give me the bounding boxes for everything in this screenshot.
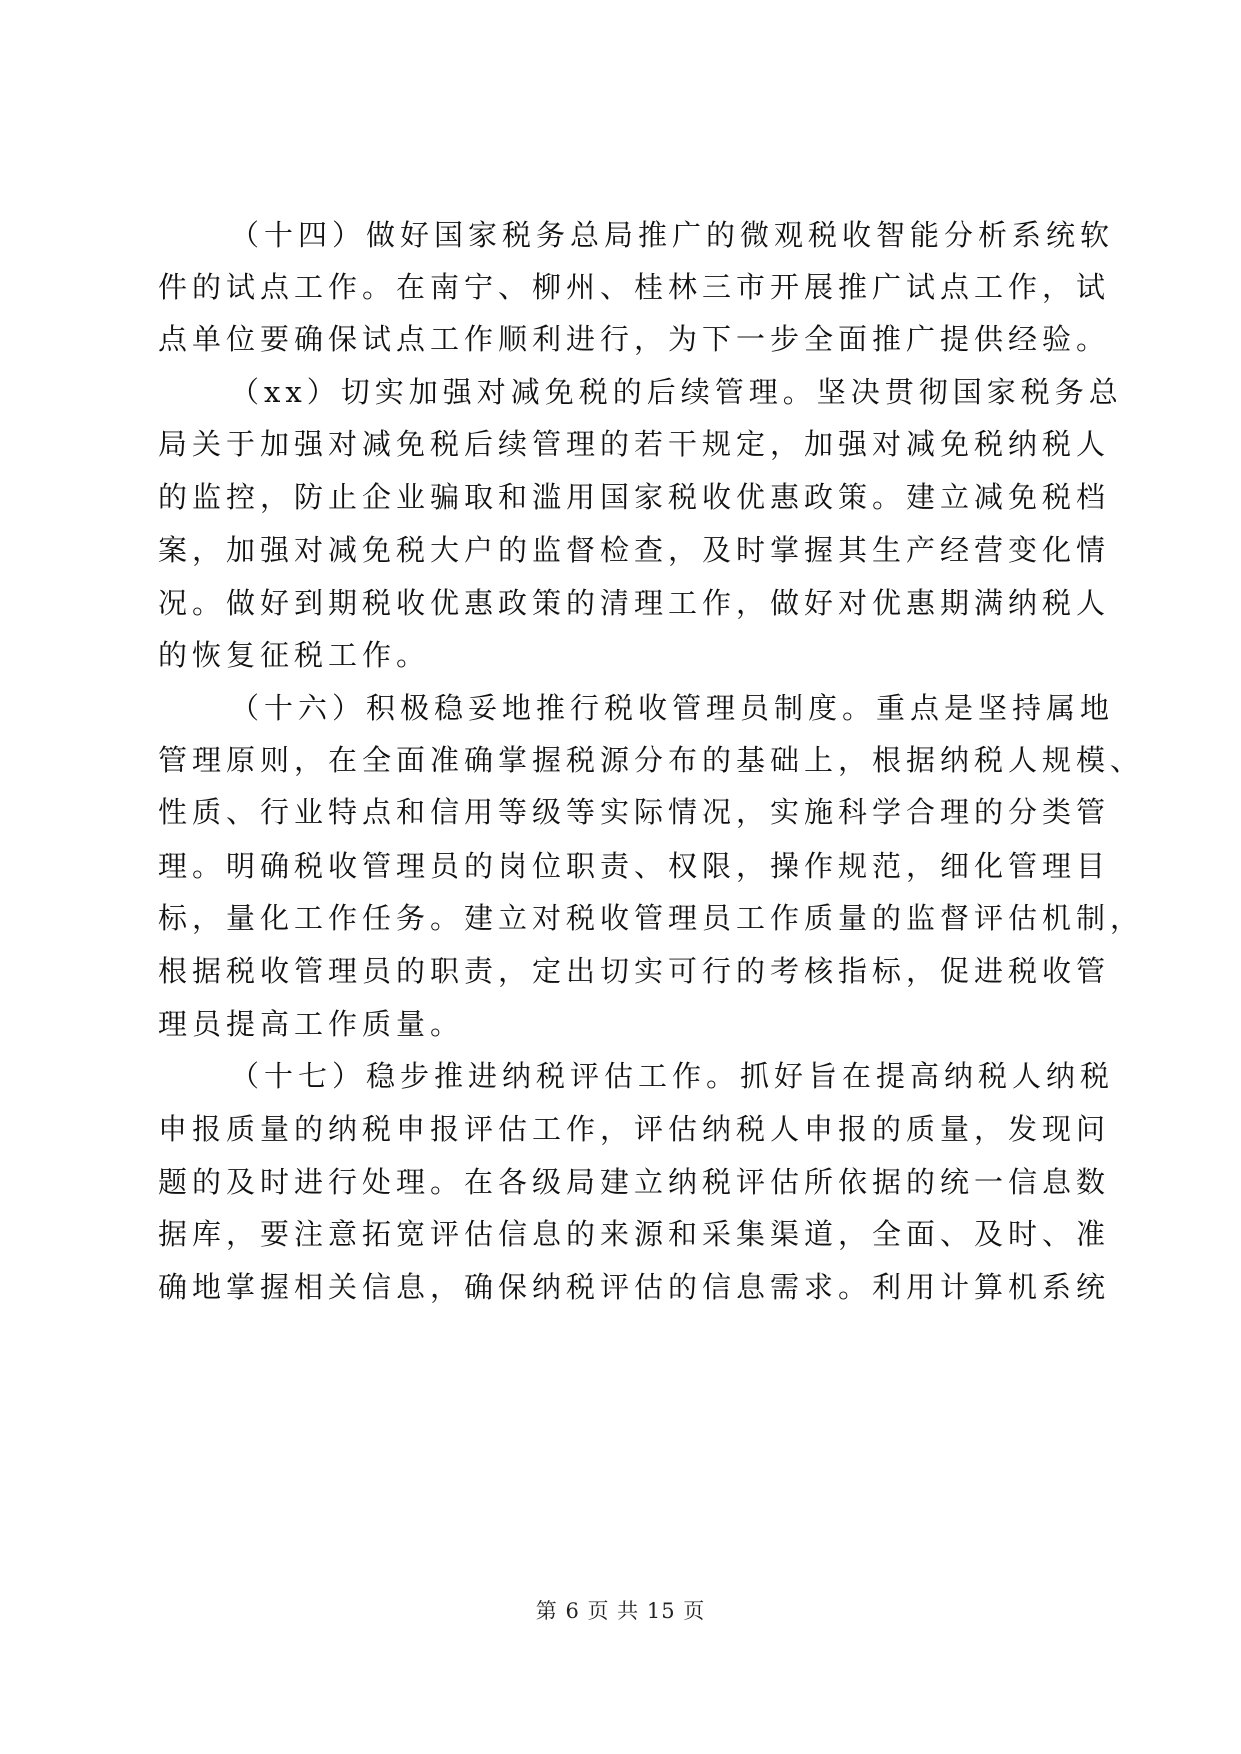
paragraph-3-line-5: 标，量化工作任务。建立对税收管理员工作质量的监督评估机制， bbox=[158, 901, 1145, 935]
paragraph-4-line-5: 确地掌握相关信息，确保纳税评估的信息需求。利用计算机系统 bbox=[158, 1270, 1111, 1304]
paragraph-2-line-3: 的监控，防止企业骗取和滥用国家税收优惠政策。建立减免税档 bbox=[158, 480, 1111, 514]
page-number-footer: 第 6 页 共 15 页 bbox=[535, 1599, 706, 1623]
paragraph-4-line-1: （十七）稳步推进纳税评估工作。抓好旨在提高纳税人纳税 bbox=[230, 1059, 1115, 1093]
paragraph-4-line-3: 题的及时进行处理。在各级局建立纳税评估所依据的统一信息数 bbox=[158, 1165, 1111, 1199]
paragraph-4-line-2: 申报质量的纳税申报评估工作，评估纳税人申报的质量，发现问 bbox=[158, 1112, 1111, 1146]
paragraph-1-line-3: 点单位要确保试点工作顺利进行，为下一步全面推广提供经验。 bbox=[158, 322, 1111, 356]
paragraph-3-line-3: 性质、行业特点和信用等级等实际情况，实施科学合理的分类管 bbox=[158, 795, 1111, 829]
paragraph-4-line-4: 据库，要注意拓宽评估信息的来源和采集渠道，全面、及时、准 bbox=[158, 1217, 1111, 1251]
paragraph-3-line-4: 理。明确税收管理员的岗位职责、权限，操作规范，细化管理目 bbox=[158, 849, 1111, 883]
paragraph-2-line-2: 局关于加强对减免税后续管理的若干规定，加强对减免税纳税人 bbox=[158, 427, 1111, 461]
paragraph-2-line-6: 的恢复征税工作。 bbox=[158, 638, 431, 672]
paragraph-3-line-7: 理员提高工作质量。 bbox=[158, 1007, 465, 1041]
paragraph-1-line-1: （十四）做好国家税务总局推广的微观税收智能分析系统软 bbox=[230, 218, 1115, 252]
paragraph-1-line-2: 件的试点工作。在南宁、柳州、桂林三市开展推广试点工作，试 bbox=[158, 270, 1111, 304]
paragraph-2-line-5: 况。做好到期税收优惠政策的清理工作，做好对优惠期满纳税人 bbox=[158, 586, 1111, 620]
paragraph-3-line-1: （十六）积极稳妥地推行税收管理员制度。重点是坚持属地 bbox=[230, 691, 1115, 725]
paragraph-2-line-1: （xx）切实加强对减免税的后续管理。坚决贯彻国家税务总 bbox=[230, 375, 1123, 409]
paragraph-3-line-6: 根据税收管理员的职责，定出切实可行的考核指标，促进税收管 bbox=[158, 954, 1111, 988]
paragraph-2-line-4: 案，加强对减免税大户的监督检查，及时掌握其生产经营变化情 bbox=[158, 533, 1111, 567]
paragraph-3-line-2: 管理原则，在全面准确掌握税源分布的基础上，根据纳税人规模、 bbox=[158, 743, 1145, 777]
